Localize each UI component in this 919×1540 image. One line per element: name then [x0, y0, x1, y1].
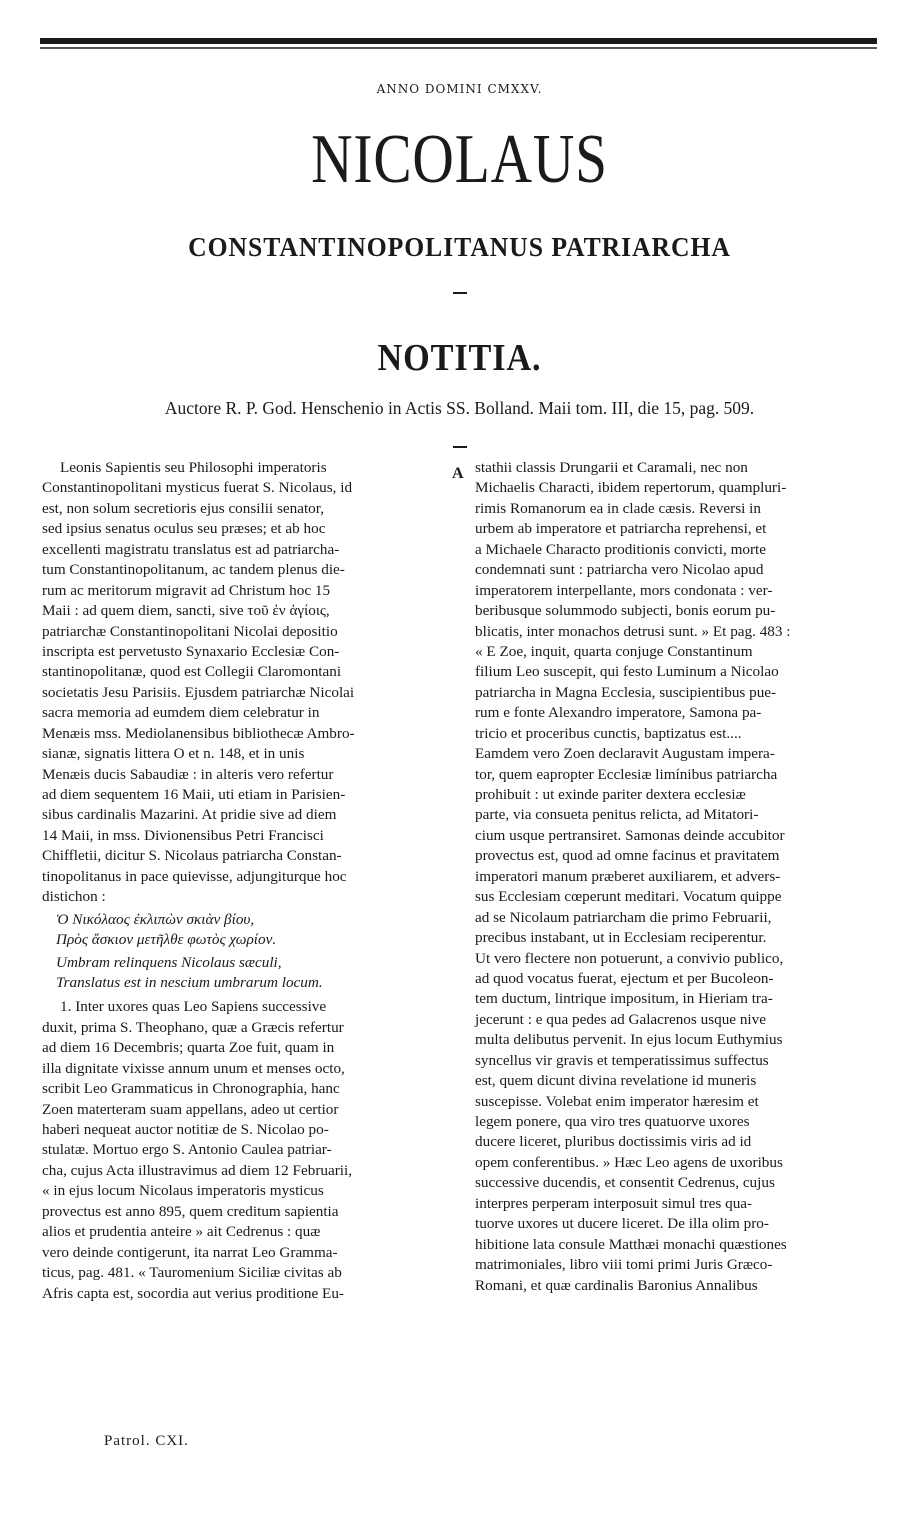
left-column-2-line: ticus, pag. 481. « Tauromenium Siciliæ civitas ab: [42, 1264, 342, 1282]
left-column-line: sacra memoria ad eumdem diem celebratur in: [42, 704, 320, 722]
page-title: NICOLAUS: [311, 121, 608, 198]
right-column-line: syncellus vir gravis et temperatissimus suffectus: [475, 1051, 769, 1069]
column-marker: A: [452, 465, 464, 482]
left-column-line: stantinopolitanæ, quod est Collegii Claromontani: [42, 663, 342, 681]
left-column-2-line: provectus est anno 895, quem creditum sapientia: [42, 1202, 339, 1220]
right-column-line: « E Zoe, inquit, quarta conjuge Constantinum: [475, 642, 753, 660]
auctore-line: Auctore R. P. God. Henschenio in Actis SS. Bolland. Maii tom. III, die 15, pag. 509.: [164, 398, 755, 418]
left-column-line: Maii : ad quem diem, sancti, sive τοῦ ἐν ἁγίοις,: [42, 602, 330, 620]
right-column-line: blicatis, inter monachos detrusi sunt. » Et pag. 483 :: [475, 622, 791, 640]
left-column-line: societatis Jesu Parisiis. Ejusdem patriarchæ Nicolai: [42, 683, 355, 701]
greek-verse-line: Πρὸς ἄσκιον μετῆλθε φωτὸς χωρίον.: [56, 931, 277, 949]
right-column-line: successive ducendis, et consentit Cedrenus, cujus: [475, 1174, 775, 1192]
right-column-line: a Michaele Characto proditionis convicti, morte: [475, 540, 767, 558]
right-column-line: precibus instabant, ut in Ecclesiam reciperentur.: [475, 929, 767, 947]
anno-domini: ANNO DOMINI CMXXV.: [376, 82, 543, 96]
left-column-line: sed ipsius senatus oculus seu præses; et ab hoc: [42, 520, 326, 538]
right-column-line: rimis Romanorum ea in clade cæsis. Reversi in: [475, 499, 761, 517]
right-column-line: legem ponere, qua viro tres quatuorve uxores: [475, 1113, 750, 1130]
left-column-2-line: vero deinde contigerunt, ita narrat Leo Gramma-: [42, 1243, 338, 1261]
section-heading: NOTITIA.: [377, 337, 542, 379]
top-rule: [40, 38, 877, 44]
right-column-line: matrimoniales, libro viii tomi primi Juris Græco-: [475, 1256, 773, 1274]
right-column-line: Eamdem vero Zoen declaravit Augustam impera-: [475, 745, 775, 763]
right-column-line: jecerunt : e qua pedes ad Galacrenos usque nive: [475, 1010, 766, 1028]
divider-dash: [453, 292, 467, 294]
right-column-line: imperatori manum præberet auxiliarem, et advers-: [475, 867, 781, 885]
right-column-line: tricio et proceribus cunctis, baptizatus est....: [475, 724, 742, 742]
left-column-2-line: ad diem 16 Decembris; quarta Zoe fuit, quam in: [42, 1039, 335, 1057]
left-column-line: Constantinopolitani mysticus fuerat S. Nicolaus, id: [42, 479, 353, 497]
left-column-2-line: stulatæ. Mortuo ergo S. Antonio Caulea patriar-: [42, 1141, 332, 1159]
right-column-line: urbem ab imperatore et patriarcha reprehensi, et: [475, 520, 767, 538]
left-column-line: tum Constantinopolitanum, ac tandem plenus die-: [42, 561, 345, 579]
right-column: [475, 458, 877, 1296]
right-column-line: ad se Nicolaum patriarcham die primo Februarii,: [475, 908, 772, 926]
right-column-line: hibitione lata consule Matthæi monachi quæstiones: [475, 1235, 787, 1253]
right-column-line: tor, quem eapropter Ecclesiæ limínibus patriarcha: [475, 765, 778, 783]
right-column-line: beribusque solummodo subjecti, bonis eorum pu-: [475, 602, 776, 620]
left-column-2-line: haberi nequeat auctor notitiæ de S. Nicolao po-: [42, 1121, 329, 1138]
right-column-line: ducere liceret, pluribus doctissimis viris ad id: [475, 1133, 752, 1151]
right-column-line: multa delibutus pervenit. In ejus locum Euthymius: [475, 1031, 783, 1049]
right-column-line: Ut vero flectere non potuerunt, a convivio publico,: [475, 949, 784, 967]
greek-verse-line: Ὁ Νικόλαος ἐκλιπὼν σκιὰν βίου,: [56, 910, 255, 928]
left-column-2-line: cha, cujus Acta illustravimus ad diem 12 Februarii,: [42, 1161, 353, 1179]
right-column-line: patriarcha in Magna Ecclesia, suscipientibus pue-: [475, 683, 777, 701]
right-column-line: interpres perperam interposuit simul tres qua-: [475, 1194, 753, 1212]
left-column-2-line: scribit Leo Grammaticus in Chronographia, hanc: [42, 1080, 340, 1098]
left-column-line: sibus cardinalis Mazarini. At pridie sive ad diem: [42, 806, 337, 824]
latin-verse-line: Translatus est in nescium umbrarum locum.: [56, 973, 323, 991]
left-column-line: Leonis Sapientis seu Philosophi imperatoris: [60, 459, 327, 476]
right-column-line: sus Ecclesiam cœperunt meditari. Vocatum quippe: [475, 888, 782, 906]
right-column-line: ad quod vocatus fuerat, ejectum et per Bucoleon-: [475, 969, 774, 987]
left-column-2-line: 1. Inter uxores quas Leo Sapiens successive: [60, 998, 327, 1016]
right-column-line: suscepisse. Volebat enim imperator hæresim et: [475, 1092, 759, 1110]
left-column-line: rum ac meritorum migravit ad Christum hoc 15: [42, 581, 331, 599]
left-column-line: ad diem sequentem 16 Maii, uti etiam in Parisien-: [42, 786, 346, 803]
top-rule-thin: [40, 47, 877, 49]
right-column-line: rum e fonte Alexandro imperatore, Samona pa-: [475, 704, 762, 722]
left-column-line: sianæ, signatis littera O et n. 148, et in unis: [42, 745, 305, 763]
page-footer: Patrol. CXI.: [104, 1433, 189, 1449]
right-column-line: filium Leo suscepit, qui festo Luminum a Nicolao: [475, 663, 779, 681]
left-column-line: Menæis ducis Sabaudiæ : in alteris vero refertur: [42, 765, 334, 783]
left-column-line: distichon :: [42, 888, 106, 906]
left-column: [42, 458, 454, 1304]
right-column-line: cium usque pertransiret. Samonas deinde accubitor: [475, 826, 785, 844]
right-column-line: provectus est, quod ad omne facinus et pravitatem: [475, 847, 780, 865]
left-column-2-line: duxit, prima S. Theophano, quæ a Græcis refertur: [42, 1018, 344, 1036]
right-column-line: tem ductum, lintrique impositum, in Hieriam tra-: [475, 990, 773, 1008]
right-column-line: parte, via consueta penitus relicta, ad Mitatori-: [475, 806, 759, 824]
right-column-line: stathii classis Drungarii et Caramali, nec non: [475, 459, 748, 476]
left-column-line: inscripta est pervetusto Synaxario Ecclesiæ Con-: [42, 642, 340, 660]
right-column-line: prohibuit : ut exinde pariter dextera ecclesiæ: [475, 786, 746, 803]
right-column-line: tuorve uxores ut ducere liceret. De illa olim pro-: [475, 1215, 769, 1233]
left-column-line: tinopolitanus in pace quievisse, adjungiturque hoc: [42, 867, 347, 885]
right-column-line: condemnati sunt : patriarcha vero Nicolao apud: [475, 561, 764, 579]
page-subtitle: CONSTANTINOPOLITANUS PATRIARCHA: [188, 232, 731, 262]
right-column-line: est, quem dicunt divina revelatione id muneris: [475, 1072, 757, 1090]
divider-dash: [453, 446, 467, 448]
latin-verse-line: Umbram relinquens Nicolaus sæculi,: [56, 953, 282, 971]
left-column-line: 14 Maii, in mss. Divionensibus Petri Francisci: [42, 826, 324, 844]
right-column-line: imperatorem interpellante, mors condonata : ver-: [475, 581, 773, 599]
left-column-2-line: Zoen materteram suam appellans, adeo ut certior: [42, 1100, 339, 1118]
left-column-2-line: illa dignitate vixisse annum unum et menses octo,: [42, 1059, 345, 1077]
left-column-line: excellenti magistratu translatus est ad patriarcha-: [42, 540, 340, 558]
left-column-line: est, non solum secretioris ejus consilii senator,: [42, 499, 324, 517]
left-column-line: Menæis mss. Mediolanensibus bibliothecæ Ambro-: [42, 724, 355, 742]
right-column-line: Romani, et quæ cardinalis Baronius Annalibus: [475, 1276, 758, 1294]
left-column-2-line: Afris capta est, socordia aut verius proditione Eu-: [42, 1284, 344, 1302]
right-column-line: opem conferentibus. » Hæc Leo agens de uxoribus: [475, 1153, 783, 1171]
left-column-2-line: « in ejus locum Nicolaus imperatoris mysticus: [42, 1182, 324, 1200]
left-column-2-line: alios et prudentia anteire » ait Cedrenus : quæ: [42, 1223, 321, 1241]
right-column-line: Michaelis Characti, ibidem repertorum, quampluri-: [475, 479, 787, 497]
left-column-line: Chiffletii, dicitur S. Nicolaus patriarcha Constan-: [42, 847, 342, 865]
left-column-line: patriarchæ Constantinopolitani Nicolai depositio: [42, 622, 338, 640]
